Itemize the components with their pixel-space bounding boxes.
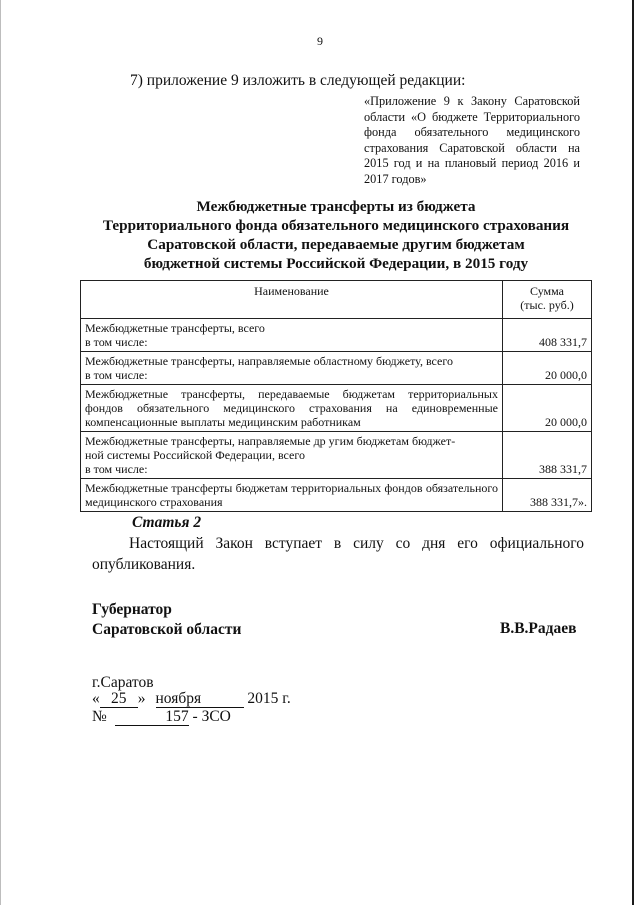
header-amount-unit: (тыс. руб.) — [520, 298, 574, 312]
row-name-line: в том числе: — [85, 368, 148, 382]
header-name: Наименование — [81, 281, 503, 319]
table-title-line: бюджетной системы Российской Федерации, в 2015 году — [143, 255, 529, 272]
date-year: 2015 г. — [247, 690, 291, 707]
date-line — [92, 690, 291, 708]
article-text: Настоящий Закон вступает в силу со дня его официального опубликования. — [92, 535, 584, 573]
place: г.Саратов — [92, 674, 154, 691]
table-header-row — [81, 281, 592, 319]
page-edge-right — [632, 0, 634, 905]
date-day: 25 — [100, 691, 138, 708]
date-close-quote: » — [137, 690, 146, 707]
row-name: Межбюджетные трансферты бюджетам территориальных фондов обязательного медицинского страхования — [81, 479, 503, 512]
row-name — [81, 319, 503, 352]
row-name-line: в том числе: — [85, 462, 148, 476]
signature-position — [92, 600, 241, 640]
number-prefix: № — [92, 708, 107, 725]
page-edge-left — [0, 0, 1, 905]
row-amount: 20 000,0 — [503, 352, 592, 385]
row-name-line: ной системы Российской Федерации, всего — [85, 448, 305, 462]
signature-position-line: Губернатор — [92, 601, 172, 618]
number-suffix: - ЗСО — [192, 708, 231, 725]
row-name — [81, 352, 503, 385]
table-title-line: Территориального фонда обязательного медицинского страхования — [102, 217, 570, 234]
row-amount: 388 331,7». — [503, 479, 592, 512]
row-name-line: в том числе: — [85, 335, 148, 349]
number-value: 157 — [115, 709, 189, 726]
header-amount-label: Сумма — [530, 284, 564, 298]
table-row — [81, 385, 592, 432]
page-number: 9 — [317, 34, 323, 48]
row-name-line: Межбюджетные трансферты, направляемые областному бюджету, всего — [85, 354, 453, 368]
table-title — [84, 197, 588, 273]
row-amount: 388 331,7 — [503, 432, 592, 479]
date-month: ноября — [156, 691, 244, 708]
transfers-table — [80, 280, 592, 512]
row-name-line: Межбюджетные трансферты, направляемые др угим бюджетам бюджет- — [85, 434, 456, 448]
table-title-line: Саратовской области, передаваемые другим бюджетам — [147, 236, 525, 253]
date-open-quote: « — [92, 690, 100, 707]
row-amount: 20 000,0 — [503, 385, 592, 432]
number-line — [92, 708, 231, 726]
table-title-line: Межбюджетные трансферты из бюджета — [196, 198, 476, 215]
table-row — [81, 432, 592, 479]
article-title: Статья 2 — [132, 514, 202, 531]
row-name — [81, 432, 503, 479]
row-name-line: Межбюджетные трансферты, всего — [85, 321, 265, 335]
amendment-line: 7) приложение 9 изложить в следующей редакции: — [130, 72, 466, 89]
signature-position-line: Саратовской области — [92, 621, 242, 638]
row-amount: 408 331,7 — [503, 319, 592, 352]
signer-name: В.В.Радаев — [500, 620, 577, 637]
header-amount — [503, 281, 592, 319]
table-row — [81, 479, 592, 512]
appendix-note: «Приложение 9 к Закону Саратовской области «О бюджете Территориального фонда обязательного медицинского страхования Саратовской области на 2015 год и на плановый период 2016 и 2017 годов» — [364, 94, 580, 186]
row-name: Межбюджетные трансферты, передаваемые бюджетам территориальных фондов обязательного медицинского страхования на единовременные компенсационные выплаты медицинским работникам — [81, 385, 503, 432]
table-row — [81, 319, 592, 352]
table-row — [81, 352, 592, 385]
